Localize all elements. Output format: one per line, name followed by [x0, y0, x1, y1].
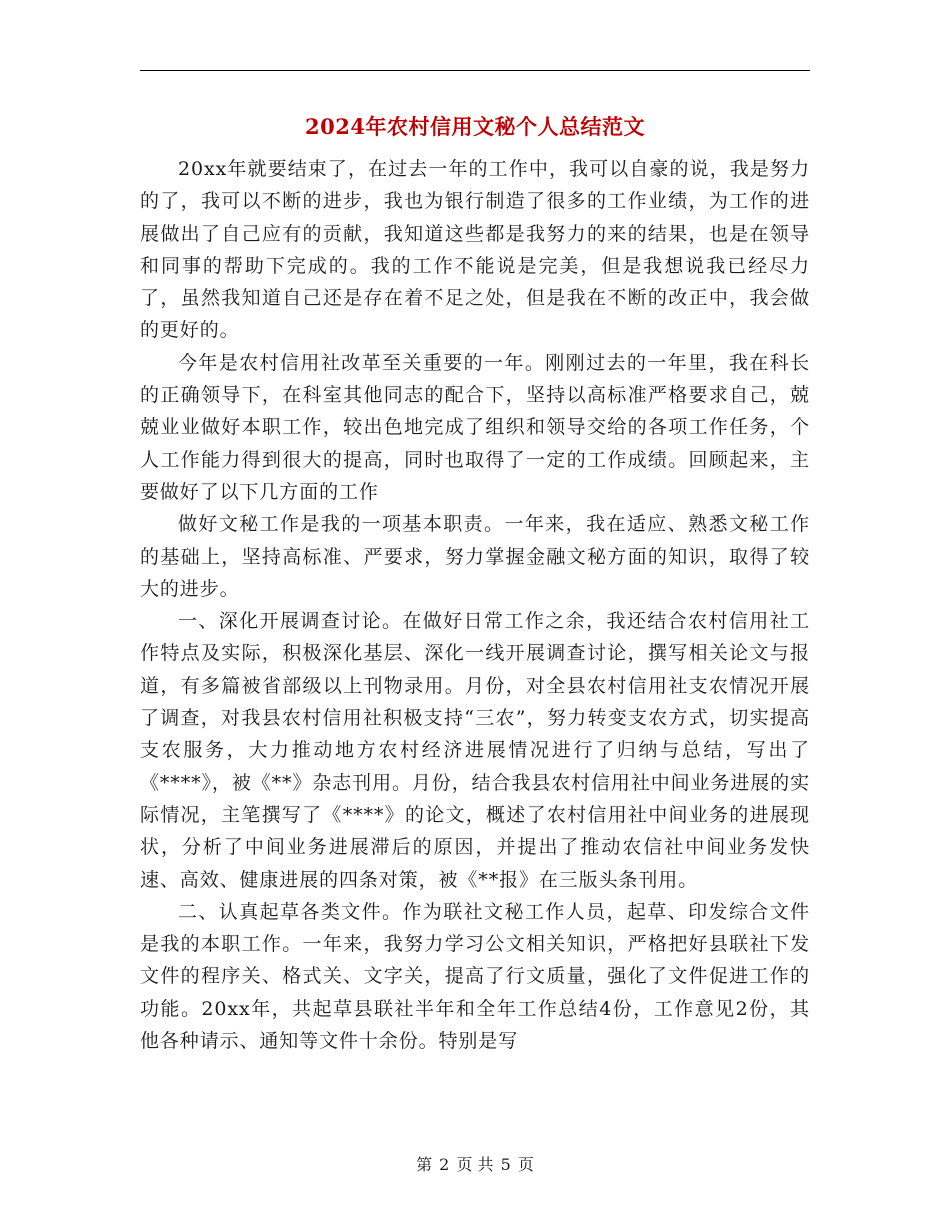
header-rule: [140, 70, 810, 71]
paragraph-1: 20xx年就要结束了，在过去一年的工作中，我可以自豪的说，我是努力的了，我可以不断的进步，我也为银行制造了很多的工作业绩，为工作的进展做出了自己应有的贡献，我知道这些都是我努力的来的结果，也是在领导和同事的帮助下完成的。我的工作不能说是完美，但是我想说我已经尽力了，虽然我知道自己还是存在着不足之处，但是我在不断的改正中，我会做的更好的。: [140, 158, 810, 342]
footer-page-number: 2: [439, 1155, 450, 1174]
footer-middle: 页 共: [456, 1155, 494, 1174]
paragraph-5: 二、认真起草各类文件。作为联社文秘工作人员，起草、印发综合文件是我的本职工作。一年来，我努力学习公文相关知识，严格把好县联社下发文件的程序关、格式关、文字关，提高了行文质量，强化了文件促进工作的功能。20xx年，共起草县联社半年和全年工作总结4份，工作意见2份，其他各种请示、通知等文件十余份。特别是写: [140, 900, 810, 1053]
footer-total-pages: 5: [500, 1155, 511, 1174]
paragraph-2: 今年是农村信用社改革至关重要的一年。刚刚过去的一年里，我在科长的正确领导下，在科室其他同志的配合下，坚持以高标准严格要求自己，兢兢业业做好本职工作，较出色地完成了组织和领导交给的各项工作任务，个人工作能力得到很大的提高，同时也取得了一定的工作成绩。回顾起来，主要做好了以下几方面的工作: [140, 351, 810, 503]
document-body: [140, 153, 810, 1057]
footer-suffix: 页: [517, 1155, 534, 1174]
page-footer: [0, 1154, 950, 1176]
document-title: 2024年农村信用文秘个人总结范文: [305, 114, 645, 139]
paragraph-4: 一、深化开展调查讨论。在做好日常工作之余，我还结合农村信用社工作特点及实际，积极深化基层、深化一线开展调查讨论，撰写相关论文与报道，有多篇被省部级以上刊物录用。月份，对全县农村信用社支农情况开展了调查，对我县农村信用社积极支持“三农”，努力转变支农方式，切实提高支农服务，大力推动地方农村经济进展情况进行了归纳与总结，写出了《****》，被《**》杂志刊用。月份，结合我县农村信用社中间业务进展的实际情况，主笔撰写了《****》的论文，概述了农村信用社中间业务的进展现状，分析了中间业务进展滞后的原因，并提出了推动农信社中间业务发快速、高效、健康进展的四条对策，被《**报》在三版头条刊用。: [140, 610, 810, 891]
footer-prefix: 第: [416, 1155, 433, 1174]
paragraph-3: 做好文秘工作是我的一项基本职责。一年来，我在适应、熟悉文秘工作的基础上，坚持高标准、严要求，努力掌握金融文秘方面的知识，取得了较大的进步。: [140, 513, 810, 600]
